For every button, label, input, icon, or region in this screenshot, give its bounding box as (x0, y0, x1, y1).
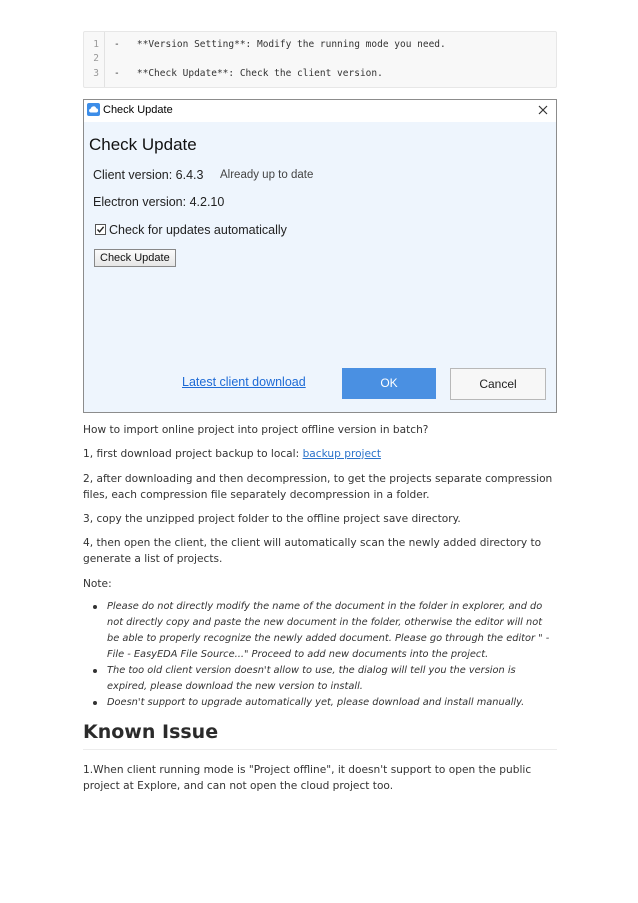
step-1-text: 1, first download project backup to local: (83, 448, 303, 460)
code-line (84, 67, 556, 81)
electron-version: Electron version: 4.2.10 (93, 195, 225, 209)
client-version: Client version: 6.4.3 (93, 168, 204, 182)
code-block (83, 31, 557, 88)
known-issue-heading: Known Issue (83, 721, 557, 750)
code-text: - **Check Update**: Check the client version. (114, 68, 383, 79)
step-2-paragraph: 2, after downloading and then decompression, to get the projects separate compression files, each compression file separately decompression in a folder. (83, 473, 553, 501)
code-line (84, 52, 556, 66)
auto-update-option[interactable] (95, 223, 287, 237)
known-issue-paragraph: 1.When client running mode is "Project offline", it doesn't support to open the public project at Explore, and can not open the cloud project too. (83, 764, 532, 792)
line-number: 1 (93, 39, 99, 50)
auto-update-label: Check for updates automatically (109, 223, 287, 237)
note-label: Note: (83, 578, 112, 590)
step-1-paragraph (83, 446, 557, 462)
line-number: 3 (93, 68, 99, 79)
dialog-body (84, 122, 556, 412)
check-update-button[interactable]: Check Update (94, 249, 176, 267)
notes-list (83, 599, 557, 711)
code-text: - **Version Setting**: Modify the running mode you need. (114, 39, 446, 50)
auto-update-checkbox[interactable] (95, 224, 106, 235)
step-3-paragraph: 3, copy the unzipped project folder to the offline project save directory. (83, 513, 461, 525)
app-cloud-icon (87, 103, 100, 116)
line-number: 2 (93, 53, 99, 64)
close-icon[interactable] (536, 102, 550, 116)
dialog-titlebar (84, 100, 556, 122)
question-paragraph: How to import online project into project offline version in batch? (83, 424, 429, 436)
update-status: Already up to date (220, 169, 314, 181)
cancel-button[interactable]: Cancel (450, 368, 546, 400)
list-item: Please do not directly modify the name of the document in the folder in explorer, and do not directly copy and paste the new document in the folder, otherwise the editor will not be able to properly recognize the newly added document. Please go through the editor " - File - EasyEDA File Source..." Proceed to add new documents into the project. (83, 599, 557, 663)
code-line (84, 38, 556, 52)
ok-button[interactable]: OK (342, 368, 436, 399)
list-item: The too old client version doesn't allow to use, the dialog will tell you the version is expired, please download the new version to install. (83, 663, 557, 695)
dialog-window-title: Check Update (103, 104, 173, 116)
check-update-dialog (83, 99, 557, 413)
dialog-heading: Check Update (89, 135, 197, 154)
backup-project-link[interactable]: backup project (302, 448, 381, 460)
list-item: Doesn't support to upgrade automatically yet, please download and install manually. (83, 695, 557, 711)
step-4-paragraph: 4, then open the client, the client will automatically scan the newly added directory to generate a list of projects. (83, 537, 542, 565)
latest-client-download-link[interactable]: Latest client download (182, 375, 306, 389)
